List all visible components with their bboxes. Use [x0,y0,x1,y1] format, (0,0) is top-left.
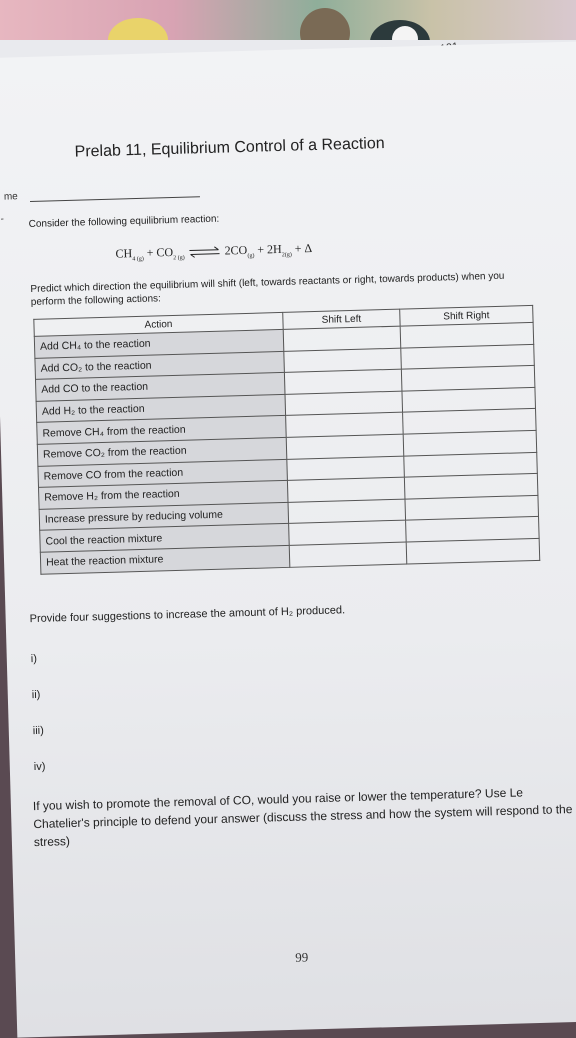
header-shift-right: Shift Right [400,305,533,326]
bullet-mark: - [0,213,5,225]
answer-numeral-3: iii) [32,724,44,738]
answer-numeral-4: iv) [33,760,46,774]
question-co-temperature: If you wish to promote the removal of CO, would you raise or lower the temperature? Use Le Chatelier's principle to defend your answer (discuss the stress and how the system will respond to the stress) [32,785,573,850]
action-cell: Add CO₂ to the reaction [35,351,285,380]
heat-term: + Δ [294,241,313,256]
action-cell: Remove CH₄ from the reaction [37,416,287,445]
action-cell: Remove H₂ from the reaction [39,481,289,510]
intro-text: Consider the following equilibrium reaction: [28,213,220,230]
reaction-equation [115,241,312,263]
product-h2: + 2H [257,241,282,257]
product-h2-sub: 2(g) [281,252,292,259]
page-title: Prelab 11, Equilibrium Control of a Reaction [74,135,385,161]
shift-right-cell[interactable] [406,538,540,563]
action-cell: Cool the reaction mixture [40,524,290,553]
shift-table [33,305,540,574]
action-cell: Add CO to the reaction [35,373,285,402]
action-cell: Remove CO₂ from the reaction [37,437,287,466]
action-cell: Heat the reaction mixture [40,545,290,574]
product-co-sub: (g) [247,253,255,260]
reactant-ch4-sub: 4 (g) [132,256,144,263]
reactant-co2: + CO [146,244,174,260]
action-cell: Add CH₄ to the reaction [34,329,284,358]
product-co: 2CO [224,242,248,258]
action-cell: Add H₂ to the reaction [36,394,286,423]
header-shift-left: Shift Left [283,309,400,329]
reactant-co2-sub: 2 (g) [173,255,185,262]
answer-numeral-1: i) [30,652,38,666]
action-cell: Increase pressure by reducing volume [39,502,289,531]
reactant-ch4: CH [115,246,133,261]
worksheet-page [0,41,576,1037]
question-h2: Provide four suggestions to increase the amount of H₂ produced. [29,604,346,626]
name-line [30,196,200,202]
answer-numeral-2: ii) [31,688,41,702]
header-action: Action [34,312,283,336]
action-cell: Remove CO from the reaction [38,459,288,488]
shift-left-cell[interactable] [289,542,407,567]
equilibrium-arrow-icon [187,246,221,259]
page-number: 99 [295,949,309,965]
name-label: me [3,191,18,203]
predict-instructions: Predict which direction the equilibrium will shift (left, towards reactants or right, towards products) when you perform the following actions: [30,270,505,308]
